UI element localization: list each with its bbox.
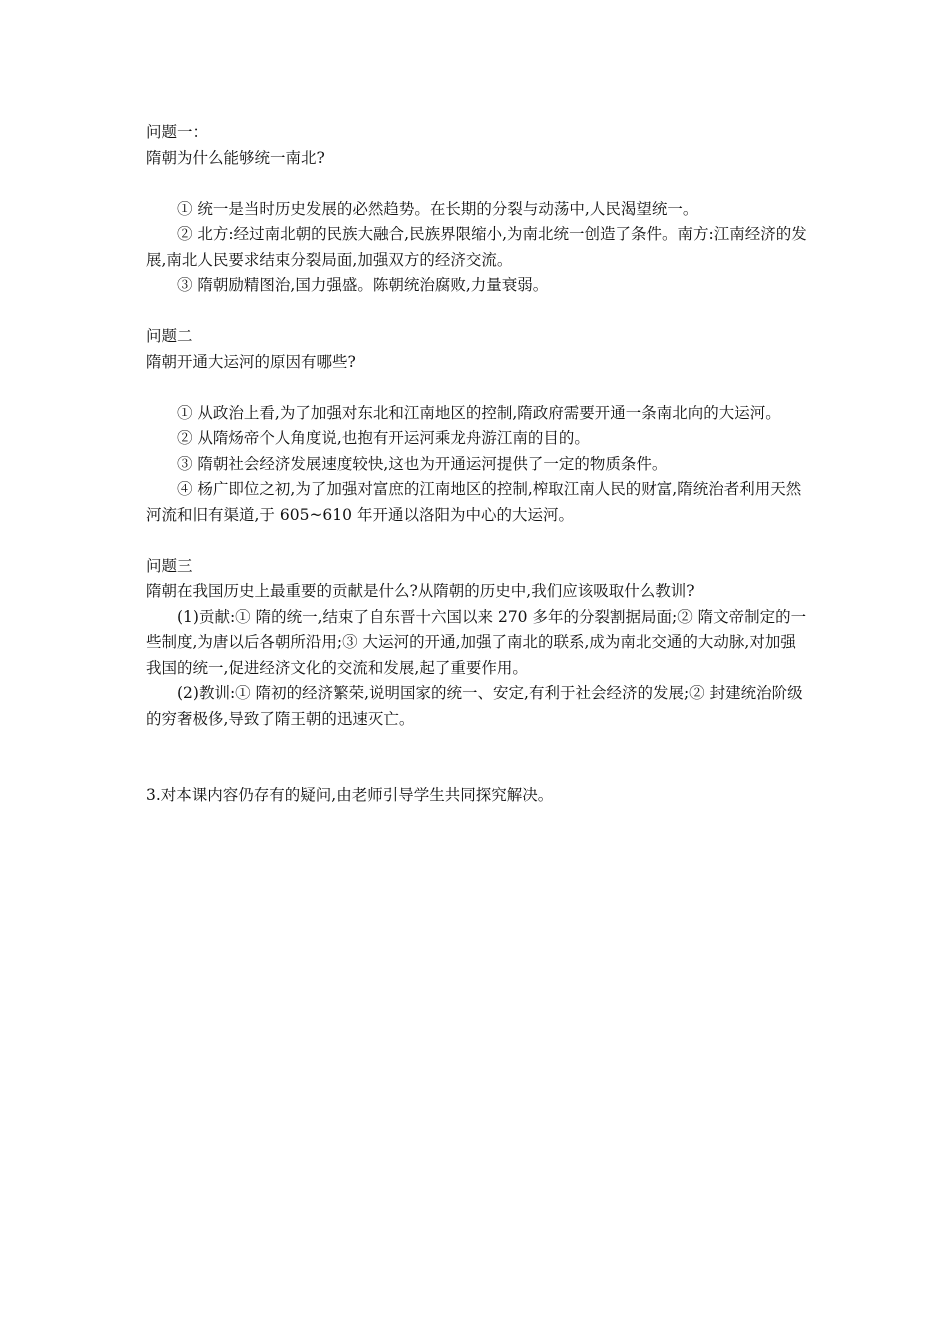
- spacer: [146, 375, 811, 401]
- q3-answer-2: (2)教训:① 隋初的经济繁荣,说明国家的统一、安定,有利于社会经济的发展;② 封建统治阶级的穷奢极侈,导致了隋王朝的迅速灭亡。: [146, 684, 803, 728]
- spacer: [146, 732, 811, 783]
- q2-answer-2: ② 从隋炀帝个人角度说,也抱有开运河乘龙舟游江南的目的。: [177, 429, 590, 447]
- closing-note: 3.对本课内容仍存有的疑问,由老师引导学生共同探究解决。: [146, 786, 554, 804]
- q1-heading: 问题一：: [146, 123, 209, 141]
- q2-heading: 问题二: [146, 327, 193, 345]
- document-body: [146, 120, 811, 809]
- q2-question: 隋朝开通大运河的原因有哪些?: [146, 352, 356, 371]
- q2-answer-3: ③ 隋朝社会经济发展速度较快,这也为开通运河提供了一定的物质条件。: [177, 454, 668, 473]
- spacer: [146, 299, 811, 325]
- q1-answer-1: ① 统一是当时历史发展的必然趋势。在长期的分裂与动荡中,人民渴望统一。: [177, 199, 699, 218]
- q3-heading: 问题三: [146, 556, 193, 575]
- q1-question: 隋朝为什么能够统一南北?: [146, 148, 325, 167]
- q1-answer-2: ② 北方:经过南北朝的民族大融合,民族界限缩小,为南北统一创造了条件。南方:江南经济的发展,南北人民要求结束分裂局面,加强双方的经济交流。: [146, 225, 807, 269]
- q3-question: 隋朝在我国历史上最重要的贡献是什么?从隋朝的历史中,我们应该吸取什么教训?: [146, 582, 695, 600]
- q1-answer-3: ③ 隋朝励精图治,国力强盛。陈朝统治腐败,力量衰弱。: [177, 276, 549, 294]
- q3-answer-1: (1)贡献:① 隋的统一,结束了自东晋十六国以来 270 多年的分裂割据局面;② 隋文帝制定的一些制度,为唐以后各朝所沿用;③ 大运河的开通,加强了南北的联系,成为南北交通的大动脉,对加强我国的统一,促进经济文化的交流和发展,起了重要作用。: [146, 607, 807, 677]
- q2-answer-1: ① 从政治上看,为了加强对东北和江南地区的控制,隋政府需要开通一条南北向的大运河。: [177, 403, 781, 422]
- spacer: [146, 171, 811, 197]
- spacer: [146, 528, 811, 554]
- q2-answer-4: ④ 杨广即位之初,为了加强对富庶的江南地区的控制,榨取江南人民的财富,隋统治者利用天然河流和旧有渠道,于 605~610 年开通以洛阳为中心的大运河。: [146, 480, 802, 524]
